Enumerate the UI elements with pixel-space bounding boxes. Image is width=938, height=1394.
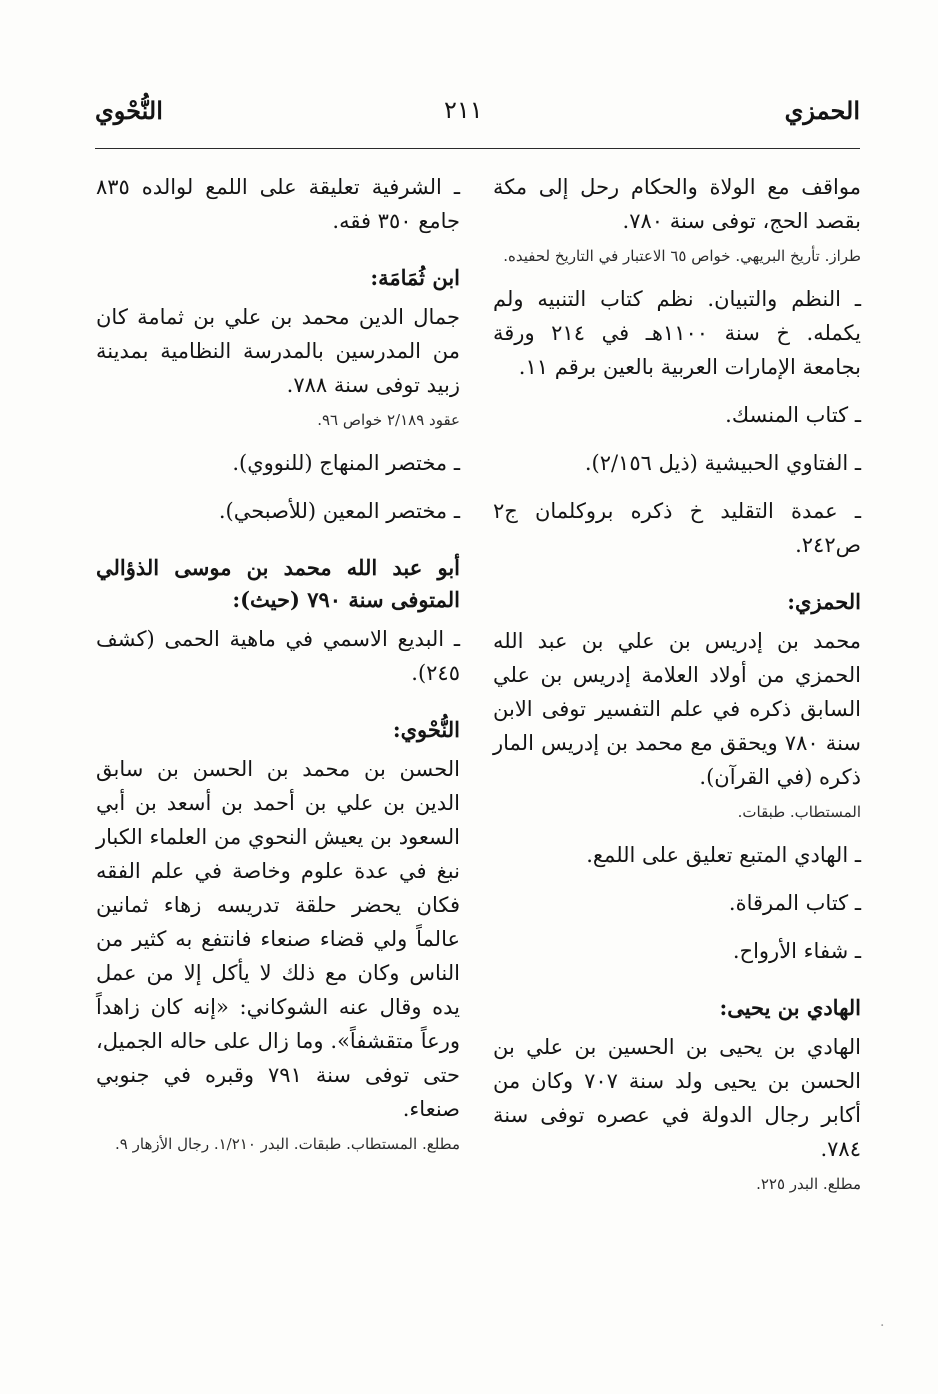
entry-text: محمد بن إدريس بن علي بن عبد الله الحمزي من أولاد العلامة إدريس بن علي السابق ذكره في علم التفسير توفى الابن سنة ٧٨٠ ويحقق مع محمد بن إدريس المار ذكره (في القرآن). [493,629,862,789]
work-item: ـ البديع الاسمي في ماهية الحمى (كشف ٢٤٥). [96,627,460,685]
page-number: ٢١١ [444,96,483,124]
scan-mark: · [880,1318,885,1334]
reference-note: عقود ٢/١٨٩ خواص ٩٦. [317,411,460,429]
entry-heading: أبو عبد الله محمد بن موسى الذؤالي المتوفى سنة ٧٩٠ (حيث): [96,555,460,612]
work-item: ـ النظم والتبيان. نظم كتاب التنبيه ولم يكمله. خ سنة ١١٠٠هـ في ٢١٤ ورقة بجامعة الإمارات العربية بالعين برقم ١١. [493,287,861,379]
entry-heading: ابن ثُمَامَة: [370,265,460,290]
entry-text: جمال الدين محمد بن علي بن ثمامة كان من المدرسين بالمدرسة النظامية بمدينة زبيد توفى سنة ٧٨٨. [96,305,460,397]
header-rule [95,148,860,149]
reference-note: مطلع. المستطاب. طبقات. البدر ١/٢١٠. رجال الأزهار ٩. [115,1135,460,1153]
work-item: ـ الفتاوي الحبيشية (ذيل ٢/١٥٦). [584,451,861,475]
reference-note: المستطاب. طبقات. [737,803,861,821]
entry-heading: الهادي بن يحيى: [719,995,861,1020]
running-head-right: الحمزي [784,96,860,125]
work-item: ـ كتاب المرقاة. [728,891,861,915]
reference-note: مطلع. البدر ٢٢٥. [756,1175,861,1193]
entry-text: الهادي بن يحيى بن الحسين بن علي بن الحسن بن يحيى ولد سنة ٧٠٧ وكان من أكابر رجال الدولة في عصره توفى سنة ٧٨٤. [493,1035,861,1161]
reference-note: طراز. تأريخ البريهي. خواص ٦٥ الاعتبار في التاريخ لحفيده. [503,247,861,265]
entry-text: مواقف مع الولاة والحكام رحل إلى مكة بقصد الحج، توفى سنة ٧٨٠. [493,175,861,233]
running-head-left: النُّحْوي [95,96,163,125]
entry-heading: الحمزي: [787,589,861,614]
entry-heading: النُّحْوي: [392,717,460,742]
work-item: ـ شفاء الأرواح. [732,939,861,963]
entry-text: الحسن بن محمد بن الحسن بن سابق الدين بن علي بن أحمد بن أسعد بن أبي السعود بن يعيش النحوي من العلماء الكبار نبغ في عدة علوم وخاصة في علم الفقه فكان يحضر حلقة تدريسه زهاء ثمانين عالماً ولي قضاء صنعاء فانتفع به كثير من الناس وكان مع ذلك لا يأكل إلا من عمل يده وقال عنه الشوكاني: «إنه كان زاهداً ورعاً متقشفاً». وما زال على حاله الجميل، حتى توفى سنة ٧٩١ وقبره في جنوبي صنعاء. [96,757,460,1121]
work-item: ـ مختصر المعين (للأصبحي). [218,499,460,523]
work-item: ـ مختصر المنهاج (للنووي). [232,451,460,475]
right-column [493,170,861,1196]
work-item: ـ عمدة التقليد خ ذكره بروكلمان ج٢ ص٢٤٢. [493,499,861,557]
work-item: ـ الشرفية تعليقة على اللمع لوالده ٨٣٥ جامع ٣٥٠ فقه. [96,175,460,233]
left-column [96,170,460,1156]
work-item: ـ كتاب المنسك. [725,403,861,427]
work-item: ـ الهادي المتبع تعليق على اللمع. [586,843,861,867]
